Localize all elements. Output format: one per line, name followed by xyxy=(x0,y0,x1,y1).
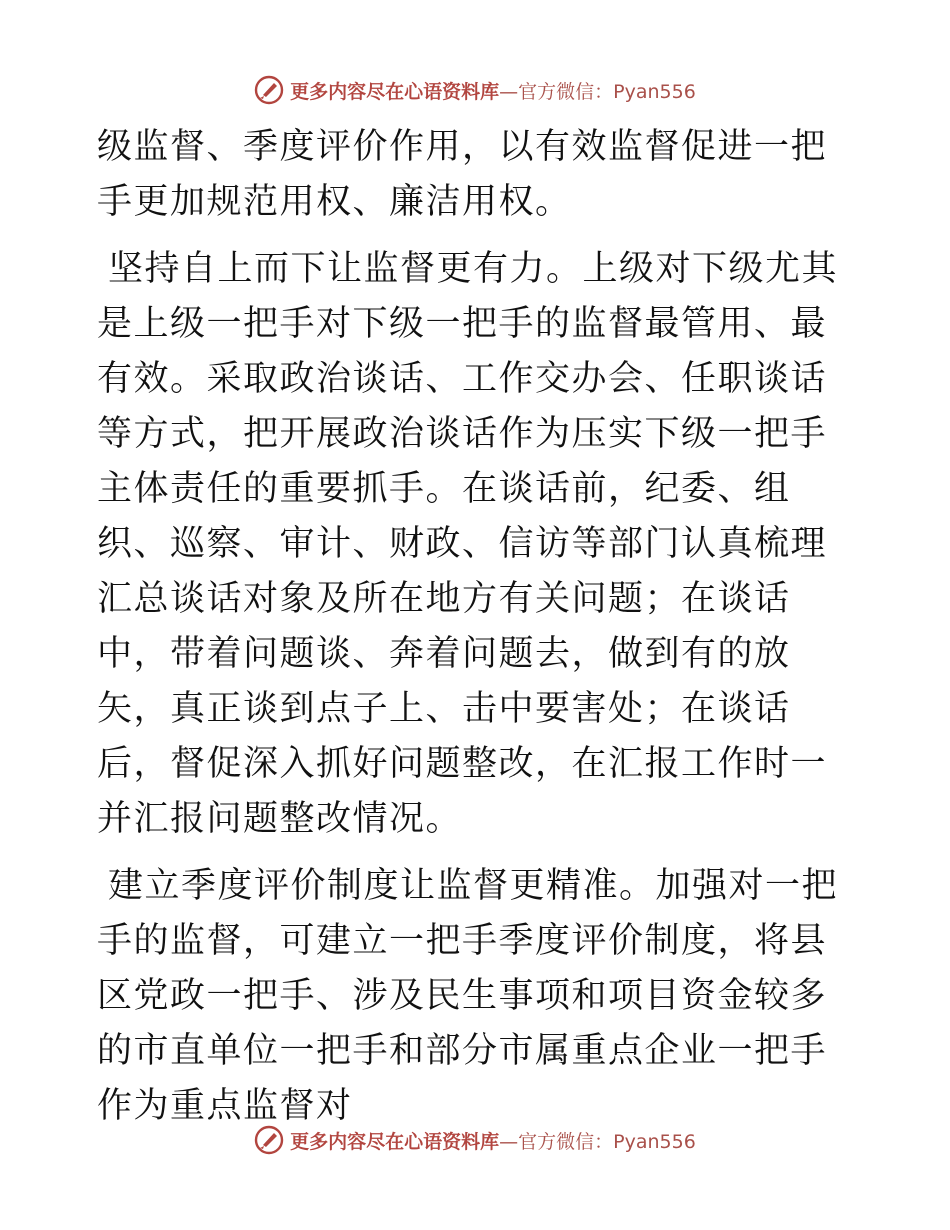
footer-banner-text xyxy=(290,1127,696,1154)
document-body xyxy=(97,120,857,1146)
site-name: 更多内容尽在心语资料库 xyxy=(290,80,500,103)
wechat-id: 官方微信：Pyan556 xyxy=(518,80,696,103)
paragraph-1: 级监督、季度评价作用，以有效监督促进一把手更加规范用权、廉洁用权。 xyxy=(97,127,828,222)
paragraph-2: 坚持自上而下让监督更有力。上级对下级尤其是上级一把手对下级一把手的监督最管用、最有效。采取政治谈话、工作交办会、任职谈话等方式，把开展政治谈话作为压实下级一把手主体责任的重要抓手。在谈话前，纪委、组织、巡察、审计、财政、信访等部门认真梳理汇总谈话对象及所在地方有关问题；在谈话中，带着问题谈、奔着问题去，做到有的放矢，真正谈到点子上、击中要害处；在谈话后，督促深入抓好问题整改，在汇报工作时一并汇报问题整改情况。 xyxy=(97,249,839,839)
seal-logo-icon xyxy=(254,75,284,105)
wechat-id: 官方微信：Pyan556 xyxy=(518,1130,696,1153)
banner-dash: — xyxy=(499,80,519,103)
paragraph-3: 建立季度评价制度让监督更精准。加强对一把手的监督，可建立一把手季度评价制度，将县区党政一把手、涉及民生事项和项目资金较多的市直单位一把手和部分市属重点企业一把手作为重点监督对 xyxy=(97,866,839,1126)
banner-dash: — xyxy=(499,1130,519,1153)
seal-logo-icon xyxy=(254,1125,284,1155)
header-banner xyxy=(0,70,950,110)
site-name: 更多内容尽在心语资料库 xyxy=(290,1130,500,1153)
header-banner-text xyxy=(290,77,696,104)
footer-banner xyxy=(0,1120,950,1160)
